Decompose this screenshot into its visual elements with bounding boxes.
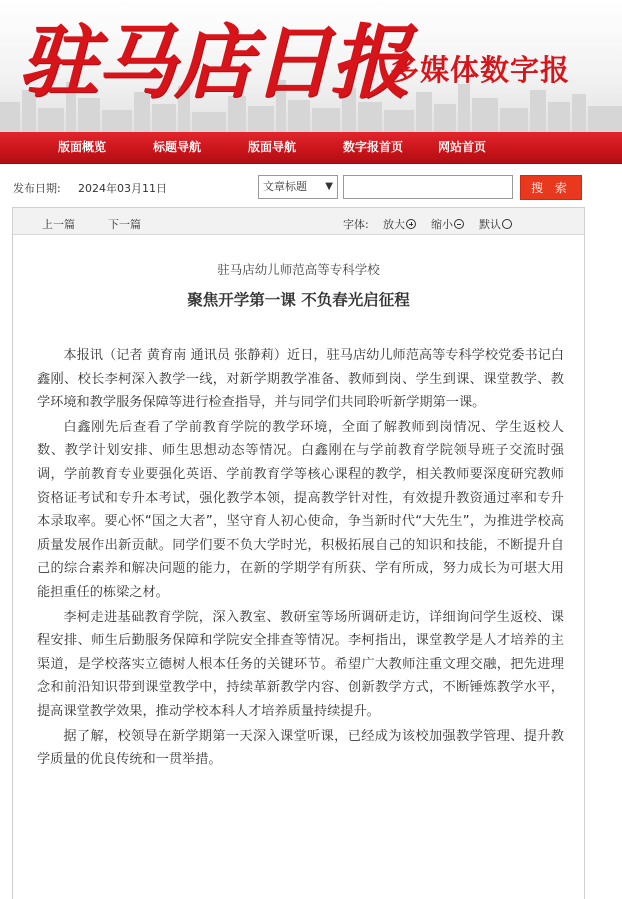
search-field-select-value: 文章标题: [263, 180, 307, 193]
search-button[interactable]: 搜 索: [520, 175, 582, 200]
newspaper-logo-title: 驻马店日报: [18, 15, 408, 109]
article-title: 聚焦开学第一课 不负春光启征程: [187, 291, 410, 309]
font-size-label: 字体:: [343, 218, 369, 231]
zoom-out-icon: [454, 219, 464, 229]
zoom-in-icon: [406, 219, 416, 229]
article-paragraph-4: 据了解，校领导在新学期第一天深入课堂听课，已经成为该校加强教学管理、提升教学质量的优良传统和一贯举措。: [37, 728, 564, 768]
zoom-in-label: 放大: [383, 218, 405, 231]
article-paragraph-3: 李柯走进基础教育学院，深入教室、教研室等场所调研走访，详细询问学生返校、课程安排、师生后勤服务保障和学院安全排查等情况。李柯指出，课堂教学是人才培养的主渠道，是学校落实立德树人根本任务的关键环节。希望广大教师注重文理交融，把先进理念和前沿知识带到课堂教学中，持续革新教学内容、创新教学方式，不断锤炼教学水平，提高课堂教学效果，推动学校本科人才培养质量持续提升。: [37, 609, 564, 719]
main-nav: [0, 132, 622, 164]
article-panel: [12, 207, 585, 899]
prev-article-link[interactable]: 上一篇: [42, 218, 75, 231]
search-field-select[interactable]: [258, 175, 338, 199]
next-article-link[interactable]: 下一篇: [108, 218, 141, 231]
article-toolbar: [13, 208, 584, 235]
article-paragraph-1: 本报讯（记者 黄育南 通讯员 张静莉）近日，驻马店幼儿师范高等专科学校党委书记白鑫刚、校长李柯深入教学一线，对新学期教学准备、教师到岗、学生到课、课堂教学、教学环境和教学服务保障等进行检查指导，并与同学们共同聆听新学期第一课。: [37, 348, 564, 411]
default-size-label: 默认: [479, 218, 501, 231]
nav-digital-home[interactable]: 数字报首页: [343, 140, 404, 154]
search-input[interactable]: [343, 175, 513, 199]
article-paragraph-2: 白鑫刚先后查看了学前教育学院的教学环境，全面了解教师到岗情况、学生返校人数、教学计划安排、师生思想动态等情况。白鑫刚在与学前教育学院领导班子交流时强调，学前教育专业要强化英语、学前教育学等核心课程的教学，相关教师要深度研究教师资格证考试和专升本考试，强化教学本领，提高教学针对性，有效提升教资通过率和专升本录取率。要心怀“国之大者”，坚守育人初心使命，争当新时代“大先生”，为推进学校高质量发展作出新贡献。同学们要不负大学时光，积极拓展自己的知识和技能，不断提升自己的综合素养和解决问题的能力，在新的学期学有所获、学有所成，努力成长为可堪大用能担重任的栋梁之材。: [37, 419, 564, 600]
nav-page-navigation[interactable]: 版面导航: [248, 140, 297, 154]
nav-layout-overview[interactable]: 版面概览: [58, 140, 107, 154]
zoom-in-button[interactable]: [383, 216, 416, 232]
masthead: [0, 0, 622, 132]
publish-date-label: 发布日期:: [13, 182, 61, 195]
search-bar: [0, 172, 622, 204]
default-size-icon: [502, 219, 512, 229]
chevron-down-icon: ▼: [325, 181, 333, 192]
article-body: [37, 344, 564, 772]
article-author-line: 驻马店幼儿师范高等专科学校: [217, 262, 380, 277]
newspaper-logo-subtitle: 多媒体数字报: [390, 53, 571, 87]
zoom-out-label: 缩小: [431, 218, 453, 231]
default-size-button[interactable]: [479, 216, 512, 232]
nav-website-home[interactable]: 网站首页: [438, 140, 487, 154]
zoom-out-button[interactable]: [431, 216, 464, 232]
publish-date-value: 2024年03月11日: [78, 182, 167, 195]
nav-title-navigation[interactable]: 标题导航: [153, 140, 202, 154]
